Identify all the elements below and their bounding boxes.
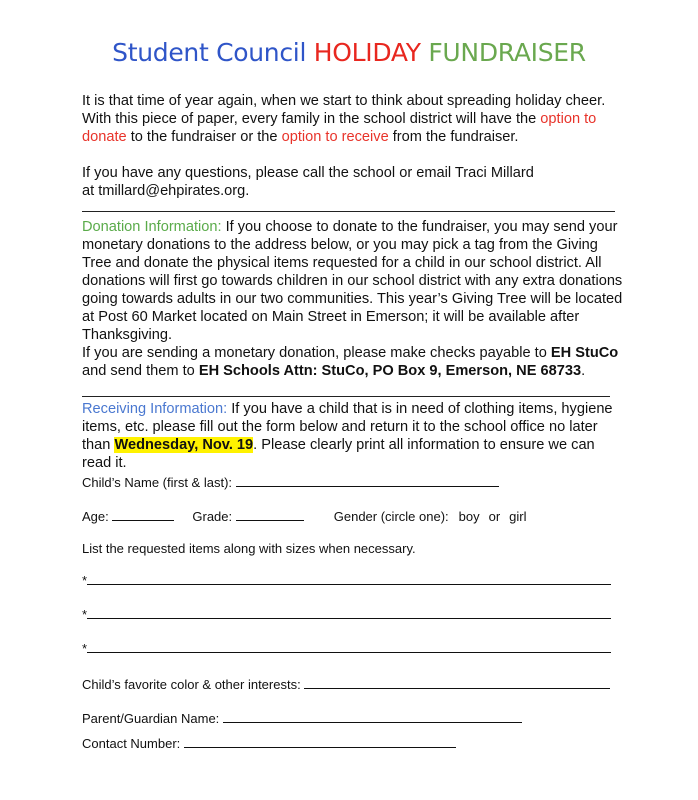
grade-label: Grade: bbox=[192, 509, 233, 524]
donation-text: If you choose to donate to the fundraiser, you may send your monetary donations to the address below, or you may pick a tag from the Giving Tree and donate the physical items requested for a child in our school district. All donations will first go towards children in our school district with any extra donations going towards adults in our two communities. This year’s Giving Tree will be located at Post 60 Market located on Main Street in Emerson; it will be available after Thanksgiving. bbox=[82, 219, 623, 343]
favorite-label: Child’s favorite color & other interests: bbox=[82, 677, 301, 692]
list-instructions: List the requested items along with sizes when necessary. bbox=[82, 541, 416, 556]
receiving-label: Receiving Information: bbox=[82, 401, 228, 417]
grade-input[interactable] bbox=[236, 508, 304, 521]
favorite-input[interactable] bbox=[304, 676, 610, 689]
item-input[interactable] bbox=[87, 572, 611, 585]
deadline: Wednesday, Nov. 19 bbox=[114, 437, 254, 453]
child-name-label: Child’s Name (first & last): bbox=[82, 475, 233, 490]
age-grade-gender-row bbox=[82, 508, 527, 524]
donation-paragraph bbox=[82, 218, 624, 344]
divider bbox=[82, 396, 610, 397]
option-receive: option to receive bbox=[281, 129, 389, 145]
intro-paragraph bbox=[82, 92, 622, 146]
payee: EH StuCo bbox=[550, 345, 619, 361]
parent-input[interactable] bbox=[223, 710, 522, 723]
child-name-input[interactable] bbox=[236, 474, 499, 487]
donation-label: Donation Information: bbox=[82, 219, 222, 235]
item-line-2[interactable] bbox=[82, 606, 611, 622]
option-donate: option to donate bbox=[82, 111, 597, 145]
child-name-field[interactable] bbox=[82, 474, 499, 490]
contact-number-input[interactable] bbox=[184, 735, 456, 748]
mailing-address: EH Schools Attn: StuCo, PO Box 9, Emerson, NE 68733 bbox=[198, 363, 582, 379]
bullet: * bbox=[82, 641, 88, 656]
item-input[interactable] bbox=[87, 640, 611, 653]
monetary-text: . bbox=[581, 363, 586, 379]
monetary-text: and send them to bbox=[82, 363, 199, 379]
divider bbox=[82, 211, 615, 212]
page-title bbox=[0, 38, 698, 67]
favorite-field[interactable] bbox=[82, 676, 610, 692]
item-line-1[interactable] bbox=[82, 572, 611, 588]
bullet: * bbox=[82, 607, 88, 622]
age-input[interactable] bbox=[112, 508, 174, 521]
gender-option-boy[interactable]: boy bbox=[458, 509, 480, 524]
contact-number-label: Contact Number: bbox=[82, 736, 181, 751]
receiving-text: . Please clearly print all information to ensure we can read it. bbox=[82, 437, 595, 471]
gender-option-girl[interactable]: girl bbox=[509, 509, 527, 524]
title-fundraiser: FUNDRAISER bbox=[428, 38, 586, 67]
receiving-text: If you have a child that is in need of clothing items, hygiene items, etc. please fill out the form below and return it to the school office no later than bbox=[82, 401, 613, 453]
monetary-paragraph bbox=[82, 344, 622, 380]
title-holiday: HOLIDAY bbox=[313, 38, 421, 67]
contact-number-field[interactable] bbox=[82, 735, 456, 751]
contact-paragraph: If you have any questions, please call the school or email Traci Millard at tmillard@ehpirates.org. bbox=[82, 165, 534, 199]
parent-label: Parent/Guardian Name: bbox=[82, 711, 220, 726]
item-input[interactable] bbox=[87, 606, 611, 619]
intro-text: to the fundraiser or the bbox=[126, 129, 282, 145]
title-student-council: Student Council bbox=[112, 38, 307, 67]
gender-label: Gender (circle one): bbox=[333, 509, 449, 524]
monetary-text: If you are sending a monetary donation, please make checks payable to bbox=[82, 345, 551, 361]
bullet: * bbox=[82, 573, 88, 588]
gender-or: or bbox=[488, 509, 501, 524]
parent-field[interactable] bbox=[82, 710, 522, 726]
age-label: Age: bbox=[82, 509, 109, 524]
intro-text: It is that time of year again, when we start to think about spreading holiday cheer. With this piece of paper, every family in the school district will have the bbox=[82, 93, 606, 127]
item-line-3[interactable] bbox=[82, 640, 611, 656]
receiving-paragraph bbox=[82, 400, 622, 472]
intro-text: from the fundraiser. bbox=[388, 129, 519, 145]
